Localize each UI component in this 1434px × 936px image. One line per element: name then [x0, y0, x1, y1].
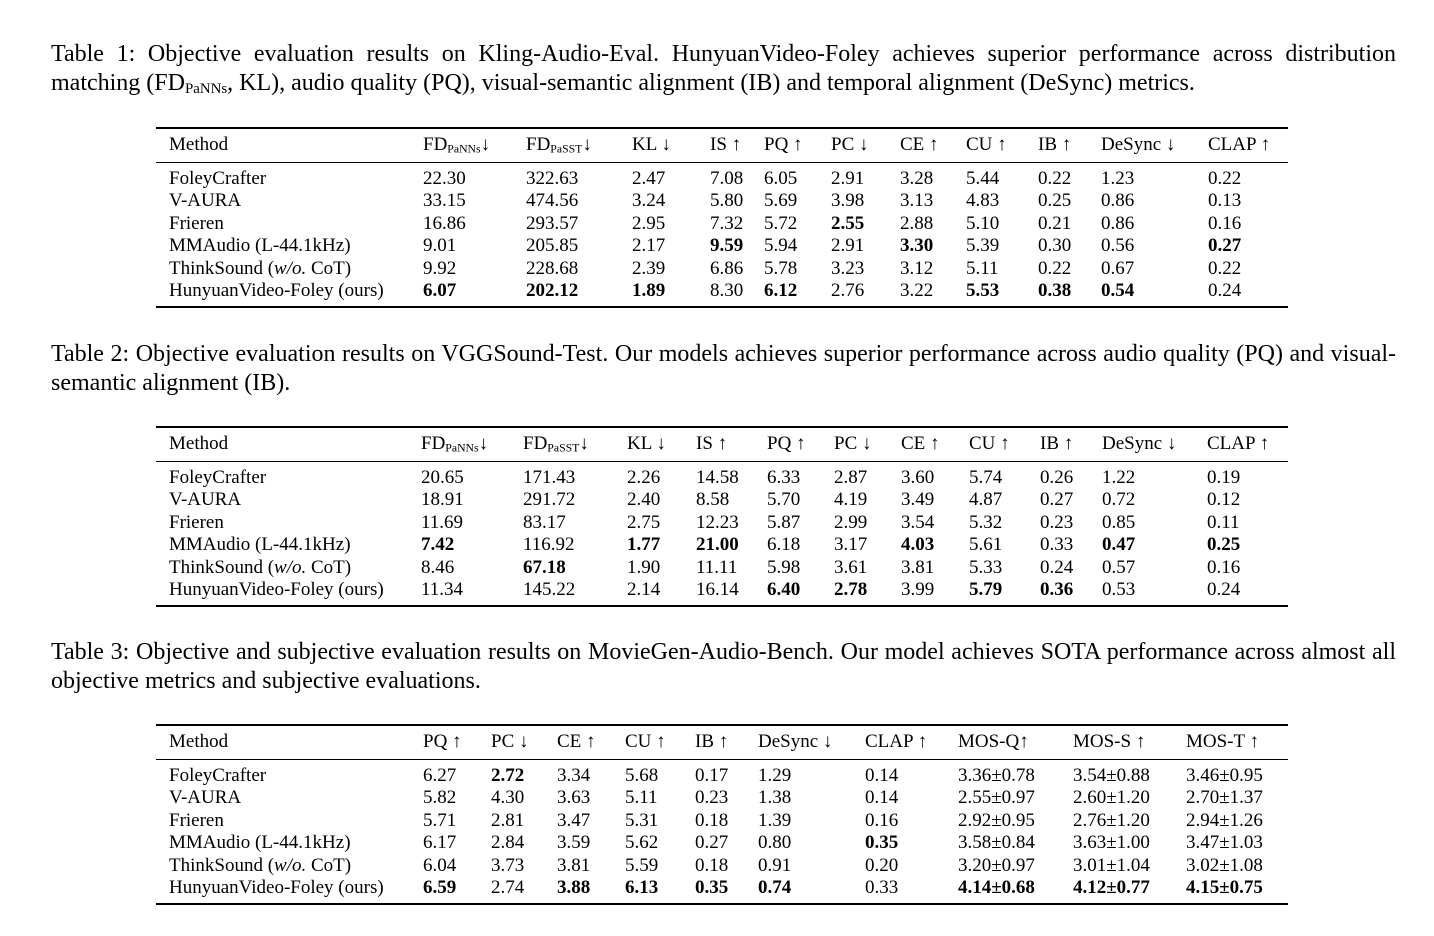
value-cell: 291.72 [523, 489, 576, 510]
table-row [156, 190, 1288, 213]
column-header: PC ↓ [834, 427, 901, 461]
value-cell: 9.01 [423, 235, 457, 256]
value-cell: 3.28 [900, 167, 934, 189]
value-cell: 3.02±1.08 [1186, 854, 1263, 876]
value-cell: 6.33 [767, 466, 801, 488]
column-header: Method [156, 427, 421, 461]
value-cell: 2.26 [627, 466, 661, 488]
value-cell: 3.13 [900, 190, 934, 211]
value-cell: 5.68 [625, 764, 659, 786]
table-row [156, 787, 1288, 810]
value-cell: 0.54 [1101, 280, 1208, 307]
value-cell: 2.17 [632, 235, 666, 256]
value-cell: 3.59 [557, 832, 591, 853]
value-cell: 3.60 [901, 466, 935, 488]
value-cell: 2.95 [632, 212, 666, 234]
table-row [156, 877, 1288, 904]
value-cell: 83.17 [523, 511, 566, 533]
table-row [156, 579, 1288, 606]
table-row [156, 213, 1288, 236]
table-row [156, 810, 1288, 833]
value-cell: 0.72 [1102, 489, 1136, 510]
value-cell: 1.39 [758, 809, 792, 831]
value-cell: 5.69 [764, 190, 798, 211]
table-row [156, 461, 1288, 489]
value-cell: 2.84 [491, 832, 525, 853]
value-cell: 5.39 [966, 235, 1000, 256]
value-cell: 0.22 [1208, 257, 1242, 279]
value-cell: 5.53 [966, 280, 1038, 307]
value-cell: 0.57 [1102, 556, 1136, 578]
value-cell: 4.30 [491, 787, 525, 808]
value-cell: 3.30 [900, 235, 934, 256]
value-cell: 5.72 [764, 212, 798, 234]
value-cell: 0.27 [695, 832, 729, 853]
value-cell: 0.91 [758, 854, 792, 876]
value-cell: 0.16 [1207, 556, 1241, 578]
value-cell: 0.36 [1040, 579, 1102, 606]
value-cell: 21.00 [696, 534, 739, 555]
value-cell: 0.33 [1040, 534, 1074, 555]
value-cell: 5.98 [767, 556, 801, 578]
column-header: CE ↑ [901, 427, 969, 461]
value-cell: 0.21 [1038, 212, 1072, 234]
value-cell: 2.91 [831, 167, 865, 189]
value-cell: 2.91 [831, 235, 865, 256]
value-cell: 1.90 [627, 556, 661, 578]
value-cell: 6.04 [423, 854, 457, 876]
value-cell: 8.58 [696, 489, 730, 510]
value-cell: 6.12 [764, 280, 831, 307]
value-cell: 1.23 [1101, 167, 1135, 189]
value-cell: 8.30 [710, 280, 764, 307]
column-header: $FD_{PaNNs}↓$ [421, 427, 523, 461]
method-cell: MMAudio (L-44.1kHz) [169, 832, 351, 853]
column-header: CLAP ↑ [1208, 128, 1288, 162]
value-cell: 116.92 [523, 534, 575, 555]
value-cell: 1.22 [1102, 466, 1136, 488]
value-cell: 0.85 [1102, 511, 1136, 533]
value-cell: 2.92±0.95 [958, 809, 1035, 831]
value-cell: 3.34 [557, 764, 591, 786]
column-header: PC ↓ [831, 128, 900, 162]
value-cell: 4.12±0.77 [1073, 877, 1186, 904]
column-header: CE ↑ [557, 725, 625, 759]
value-cell: 9.92 [423, 257, 457, 279]
value-cell: 5.11 [966, 257, 999, 279]
value-cell: 12.23 [696, 511, 739, 533]
column-header: CE ↑ [900, 128, 966, 162]
value-cell: 0.22 [1038, 167, 1072, 189]
value-cell: 0.18 [695, 809, 729, 831]
value-cell: 3.17 [834, 534, 868, 555]
value-cell: 2.55±0.97 [958, 787, 1035, 808]
value-cell: 2.14 [627, 579, 696, 606]
table-row [156, 162, 1288, 190]
value-cell: 4.83 [966, 190, 1000, 211]
table2-header-row [156, 427, 1288, 461]
value-cell: 3.24 [632, 190, 666, 211]
value-cell: 11.69 [421, 511, 464, 533]
caption-subscript: PaNNs [184, 80, 228, 97]
value-cell: 1.77 [627, 534, 661, 555]
value-cell: 0.86 [1101, 190, 1135, 211]
value-cell: 0.20 [865, 854, 899, 876]
value-cell: 3.99 [901, 579, 969, 606]
value-cell: 11.11 [696, 556, 738, 578]
value-cell: 3.58±0.84 [958, 832, 1035, 853]
value-cell: 0.13 [1208, 190, 1242, 211]
method-cell: V-AURA [169, 190, 242, 211]
value-cell: 2.55 [831, 212, 865, 234]
value-cell: 5.32 [969, 511, 1003, 533]
method-cell: FoleyCrafter [169, 167, 267, 189]
value-cell: 3.81 [557, 854, 591, 876]
value-cell: 3.46±0.95 [1186, 764, 1263, 786]
column-header: IB ↑ [1038, 128, 1101, 162]
value-cell: 2.81 [491, 809, 525, 831]
table-row [156, 534, 1288, 557]
value-cell: 0.16 [1208, 212, 1242, 234]
value-cell: 0.16 [865, 809, 899, 831]
value-cell: 7.08 [710, 167, 744, 189]
table1 [156, 127, 1288, 308]
column-header: MOS-S ↑ [1073, 725, 1186, 759]
column-header: CU ↑ [966, 128, 1038, 162]
value-cell: 3.88 [557, 877, 625, 904]
value-cell: 3.22 [900, 280, 966, 307]
value-cell: 6.05 [764, 167, 798, 189]
table-row [156, 489, 1288, 512]
value-cell: 7.32 [710, 212, 744, 234]
value-cell: 5.80 [710, 190, 744, 211]
value-cell: 3.81 [901, 556, 935, 578]
value-cell: 0.67 [1101, 257, 1135, 279]
value-cell: 0.25 [1038, 190, 1072, 211]
value-cell: 0.22 [1038, 257, 1072, 279]
table-row [156, 258, 1288, 281]
value-cell: 6.07 [423, 280, 526, 307]
value-cell: 6.27 [423, 764, 457, 786]
value-cell: 5.74 [969, 466, 1003, 488]
value-cell: 5.59 [625, 854, 659, 876]
value-cell: 5.11 [625, 787, 658, 808]
value-cell: 3.54±0.88 [1073, 764, 1150, 786]
column-header: CLAP ↑ [865, 725, 958, 759]
value-cell: 2.72 [491, 764, 525, 786]
value-cell: 1.29 [758, 764, 792, 786]
column-header: $FD_{PaSST}↓$ [523, 427, 627, 461]
column-header: IS ↑ [710, 128, 764, 162]
value-cell: 11.34 [421, 579, 523, 606]
value-cell: 9.59 [710, 235, 744, 256]
value-cell: 4.03 [901, 534, 935, 555]
value-cell: 0.27 [1040, 489, 1074, 510]
column-header: IB ↑ [695, 725, 758, 759]
method-cell: FoleyCrafter [169, 764, 267, 786]
value-cell: 6.59 [423, 877, 491, 904]
value-cell: 0.86 [1101, 212, 1135, 234]
value-cell: 3.54 [901, 511, 935, 533]
value-cell: 3.01±1.04 [1073, 854, 1150, 876]
method-cell: Frieren [169, 809, 224, 831]
value-cell: 3.98 [831, 190, 865, 211]
value-cell: 33.15 [423, 190, 466, 211]
column-header: PQ ↑ [423, 725, 491, 759]
value-cell: 5.44 [966, 167, 1000, 189]
value-cell: 0.35 [695, 877, 758, 904]
value-cell: 0.80 [758, 832, 792, 853]
value-cell: 3.36±0.78 [958, 764, 1035, 786]
value-cell: 2.76 [831, 280, 900, 307]
table3-header-row [156, 725, 1288, 759]
value-cell: 6.40 [767, 579, 834, 606]
value-cell: 322.63 [526, 167, 579, 189]
method-cell: Frieren [169, 212, 224, 234]
value-cell: 3.47 [557, 809, 591, 831]
value-cell: 3.47±1.03 [1186, 832, 1263, 853]
value-cell: 3.63 [557, 787, 591, 808]
value-cell: 145.22 [523, 579, 627, 606]
value-cell: 0.14 [865, 787, 899, 808]
value-cell: 2.47 [632, 167, 666, 189]
value-cell: 3.63±1.00 [1073, 832, 1150, 853]
column-header: PC ↓ [491, 725, 557, 759]
value-cell: 3.20±0.97 [958, 854, 1035, 876]
value-cell: 3.23 [831, 257, 865, 279]
value-cell: 6.18 [767, 534, 801, 555]
value-cell: 171.43 [523, 466, 576, 488]
value-cell: 0.24 [1208, 280, 1288, 307]
method-cell: V-AURA [169, 787, 242, 808]
value-cell: 16.86 [423, 212, 466, 234]
caption-text: , KL), audio quality (PQ), visual-semantic alignment (IB) and temporal alignment (DeSync) metrics. [227, 70, 1195, 96]
value-cell: 4.19 [834, 489, 868, 510]
method-cell: HunyuanVideo-Foley (ours) [156, 579, 421, 606]
value-cell: 2.94±1.26 [1186, 809, 1263, 831]
column-header: IS ↑ [696, 427, 767, 461]
value-cell: 2.99 [834, 511, 868, 533]
value-cell: 0.38 [1038, 280, 1101, 307]
table-row [156, 235, 1288, 258]
method-cell: HunyuanVideo-Foley (ours) [156, 280, 423, 307]
value-cell: 0.26 [1040, 466, 1074, 488]
value-cell: 2.88 [900, 212, 934, 234]
table-row [156, 557, 1288, 580]
column-header: MOS-T ↑ [1186, 725, 1288, 759]
method-cell: V-AURA [169, 489, 242, 510]
value-cell: 7.42 [421, 534, 455, 555]
column-header: PQ ↑ [767, 427, 834, 461]
value-cell: 5.78 [764, 257, 798, 279]
column-header: $FD_{PaSST}↓$ [526, 128, 632, 162]
value-cell: 5.33 [969, 556, 1003, 578]
column-header: CU ↑ [969, 427, 1040, 461]
column-header: CU ↑ [625, 725, 695, 759]
table3 [156, 724, 1288, 905]
column-header: CLAP ↑ [1207, 427, 1288, 461]
value-cell: 18.91 [421, 489, 464, 510]
column-header: KL ↓ [627, 427, 696, 461]
value-cell: 0.35 [865, 832, 899, 853]
value-cell: 67.18 [523, 556, 566, 578]
value-cell: 2.70±1.37 [1186, 787, 1263, 808]
value-cell: 202.12 [526, 280, 632, 307]
method-cell: ThinkSound (w/o. CoT) [169, 257, 352, 279]
value-cell: 2.87 [834, 466, 868, 488]
value-cell: 0.17 [695, 764, 729, 786]
value-cell: 0.19 [1207, 466, 1241, 488]
table1-header-row [156, 128, 1288, 162]
value-cell: 5.61 [969, 534, 1003, 555]
column-header: IB ↑ [1040, 427, 1102, 461]
value-cell: 1.89 [632, 280, 710, 307]
value-cell: 4.15±0.75 [1186, 877, 1288, 904]
value-cell: 8.46 [421, 556, 455, 578]
value-cell: 205.85 [526, 235, 579, 256]
column-header: Method [156, 725, 423, 759]
value-cell: 2.60±1.20 [1073, 787, 1150, 808]
value-cell: 14.58 [696, 466, 739, 488]
caption-text: Table 1: Objective evaluation results on Kling-Audio-Eval. HunyuanVideo-Foley achieves superior performance across distribution matching (FD [51, 41, 1396, 96]
table-row [156, 855, 1288, 878]
value-cell: 0.33 [865, 877, 958, 904]
value-cell: 0.27 [1208, 235, 1242, 256]
method-cell: MMAudio (L-44.1kHz) [169, 235, 351, 256]
column-header: DeSync ↓ [1102, 427, 1207, 461]
value-cell: 5.79 [969, 579, 1040, 606]
value-cell: 0.24 [1040, 556, 1074, 578]
value-cell: 0.30 [1038, 235, 1072, 256]
value-cell: 5.10 [966, 212, 1000, 234]
value-cell: 4.87 [969, 489, 1003, 510]
value-cell: 2.39 [632, 257, 666, 279]
table2 [156, 426, 1288, 607]
value-cell: 0.74 [758, 877, 865, 904]
value-cell: 2.74 [491, 877, 557, 904]
table-row [156, 512, 1288, 535]
value-cell: 474.56 [526, 190, 579, 211]
column-header: $FD_{PaNNs}↓$ [423, 128, 526, 162]
value-cell: 6.86 [710, 257, 744, 279]
value-cell: 0.11 [1207, 511, 1240, 533]
table3-caption: Table 3: Objective and subjective evaluation results on MovieGen-Audio-Bench. Our model achieves SOTA performance across almost all objective metrics and subjective evaluations. [51, 639, 1396, 694]
value-cell: 1.38 [758, 787, 792, 808]
value-cell: 3.73 [491, 854, 525, 876]
value-cell: 5.82 [423, 787, 457, 808]
value-cell: 2.75 [627, 511, 661, 533]
value-cell: 5.71 [423, 809, 457, 831]
value-cell: 2.40 [627, 489, 661, 510]
column-header: KL ↓ [632, 128, 710, 162]
value-cell: 5.70 [767, 489, 801, 510]
column-header: Method [156, 128, 423, 162]
value-cell: 4.14±0.68 [958, 877, 1073, 904]
table-row [156, 832, 1288, 855]
table-row [156, 759, 1288, 787]
column-header: MOS-Q↑ [958, 725, 1073, 759]
column-header: PQ ↑ [764, 128, 831, 162]
value-cell: 3.12 [900, 257, 934, 279]
value-cell: 6.17 [423, 832, 457, 853]
value-cell: 5.31 [625, 809, 659, 831]
value-cell: 0.14 [865, 764, 899, 786]
value-cell: 0.56 [1101, 235, 1135, 256]
value-cell: 293.57 [526, 212, 579, 234]
method-cell: MMAudio (L-44.1kHz) [169, 534, 351, 555]
value-cell: 3.61 [834, 556, 868, 578]
value-cell: 0.23 [1040, 511, 1074, 533]
column-header: DeSync ↓ [758, 725, 865, 759]
method-cell: Frieren [169, 511, 224, 533]
value-cell: 0.12 [1207, 489, 1241, 510]
value-cell: 5.94 [764, 235, 798, 256]
column-header: DeSync ↓ [1101, 128, 1208, 162]
value-cell: 0.47 [1102, 534, 1136, 555]
value-cell: 2.76±1.20 [1073, 809, 1150, 831]
value-cell: 16.14 [696, 579, 767, 606]
method-cell: HunyuanVideo-Foley (ours) [156, 877, 423, 904]
value-cell: 0.22 [1208, 167, 1242, 189]
value-cell: 0.23 [695, 787, 729, 808]
value-cell: 3.49 [901, 489, 935, 510]
value-cell: 0.24 [1207, 579, 1288, 606]
method-cell: ThinkSound (w/o. CoT) [169, 854, 352, 876]
value-cell: 0.25 [1207, 534, 1241, 555]
value-cell: 2.78 [834, 579, 901, 606]
value-cell: 22.30 [423, 167, 466, 189]
value-cell: 6.13 [625, 877, 695, 904]
value-cell: 0.18 [695, 854, 729, 876]
value-cell: 5.87 [767, 511, 801, 533]
value-cell: 20.65 [421, 466, 464, 488]
table-row [156, 280, 1288, 307]
value-cell: 0.53 [1102, 579, 1207, 606]
value-cell: 5.62 [625, 832, 659, 853]
value-cell: 228.68 [526, 257, 579, 279]
table2-caption: Table 2: Objective evaluation results on VGGSound-Test. Our models achieves superior performance across audio quality (PQ) and visual-semantic alignment (IB). [51, 341, 1396, 396]
method-cell: FoleyCrafter [169, 466, 267, 488]
method-cell: ThinkSound (w/o. CoT) [169, 556, 352, 578]
table1-caption [51, 40, 1396, 98]
